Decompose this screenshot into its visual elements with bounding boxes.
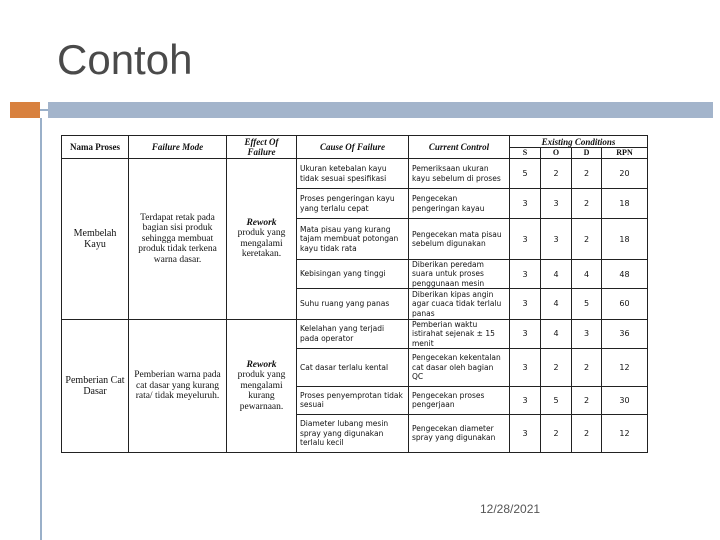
header-failure-mode: Failure Mode [129, 136, 227, 159]
s-cell: 5 [510, 159, 541, 189]
s-cell: 3 [510, 349, 541, 386]
s-cell: 3 [510, 289, 541, 319]
control-cell: Pengecekan pengeringan kayau [409, 189, 510, 219]
process-cell: Membelah Kayu [62, 159, 129, 320]
process-cell: Pemberian Cat Dasar [62, 319, 129, 452]
control-cell: Pengecekan kekentalan cat dasar oleh bagian QC [409, 349, 510, 386]
s-cell: 3 [510, 386, 541, 414]
cause-cell: Diameter lubang mesin spray yang digunakan terlalu kecil [297, 414, 409, 452]
d-cell: 2 [572, 414, 602, 452]
table-row [62, 319, 648, 349]
o-cell: 4 [541, 319, 572, 349]
accent-bar-blue [48, 102, 713, 118]
o-cell: 3 [541, 189, 572, 219]
rpn-cell: 12 [602, 414, 648, 452]
header-s: S [510, 148, 541, 159]
header-cause: Cause Of Failure [297, 136, 409, 159]
effect-cell [227, 159, 297, 320]
fmea-table [61, 135, 648, 453]
d-cell: 2 [572, 349, 602, 386]
control-cell: Pemberian waktu istirahat sejenak ± 15 menit [409, 319, 510, 349]
header-control: Current Control [409, 136, 510, 159]
d-cell: 3 [572, 319, 602, 349]
rpn-cell: 18 [602, 189, 648, 219]
cause-cell: Kelelahan yang terjadi pada operator [297, 319, 409, 349]
slide-date: 12/28/2021 [480, 502, 541, 516]
o-cell: 4 [541, 289, 572, 319]
d-cell: 2 [572, 219, 602, 259]
header-rpn: RPN [602, 148, 648, 159]
accent-bar-orange [10, 102, 40, 118]
s-cell: 3 [510, 319, 541, 349]
o-cell: 3 [541, 219, 572, 259]
o-cell: 2 [541, 414, 572, 452]
d-cell: 5 [572, 289, 602, 319]
control-cell: Pemeriksaan ukuran kayu sebelum di proses [409, 159, 510, 189]
failure-mode-cell: Terdapat retak pada bagian sisi produk sehingga membuat produk tidak terkena warna dasar. [129, 159, 227, 320]
o-cell: 4 [541, 259, 572, 289]
rpn-cell: 18 [602, 219, 648, 259]
d-cell: 2 [572, 386, 602, 414]
control-cell: Diberikan kipas angin agar cuaca tidak terlalu panas [409, 289, 510, 319]
rpn-cell: 20 [602, 159, 648, 189]
header-nama-proses: Nama Proses [62, 136, 129, 159]
effect-body: produk yang mengalami kurang pewarnaan. [237, 370, 286, 412]
o-cell: 2 [541, 349, 572, 386]
header-d: D [572, 148, 602, 159]
control-cell: Pengecekan proses pengerjaan [409, 386, 510, 414]
effect-body: produk yang mengalami keretakan. [237, 228, 286, 260]
rpn-cell: 36 [602, 319, 648, 349]
o-cell: 5 [541, 386, 572, 414]
s-cell: 3 [510, 259, 541, 289]
rpn-cell: 12 [602, 349, 648, 386]
rpn-cell: 60 [602, 289, 648, 319]
slide-title: Contoh [57, 36, 193, 83]
effect-title: Rework [246, 359, 277, 370]
rpn-cell: 48 [602, 259, 648, 289]
table-row [62, 159, 648, 189]
o-cell: 2 [541, 159, 572, 189]
header-existing-conditions: Existing Conditions [510, 136, 648, 148]
header-o: O [541, 148, 572, 159]
cause-cell: Ukuran ketebalan kayu tidak sesuai spesifikasi [297, 159, 409, 189]
fmea-table-container [61, 135, 647, 453]
d-cell: 4 [572, 259, 602, 289]
cause-cell: Proses pengeringan kayu yang terlalu cepat [297, 189, 409, 219]
cause-cell: Cat dasar terlalu kental [297, 349, 409, 386]
control-cell: Diberikan peredam suara untuk proses penggunaan mesin [409, 259, 510, 289]
effect-title: Rework [246, 217, 277, 228]
cause-cell: Mata pisau yang kurang tajam membuat potongan kayu tidak rata [297, 219, 409, 259]
effect-cell [227, 319, 297, 452]
control-cell: Pengecekan diameter spray yang digunakan [409, 414, 510, 452]
cause-cell: Proses penyemprotan tidak sesuai [297, 386, 409, 414]
failure-mode-cell: Pemberian warna pada cat dasar yang kurang rata/ tidak meyeluruh. [129, 319, 227, 452]
control-cell: Pengecekan mata pisau sebelum digunakan [409, 219, 510, 259]
s-cell: 3 [510, 414, 541, 452]
s-cell: 3 [510, 189, 541, 219]
s-cell: 3 [510, 219, 541, 259]
d-cell: 2 [572, 189, 602, 219]
d-cell: 2 [572, 159, 602, 189]
rpn-cell: 30 [602, 386, 648, 414]
cause-cell: Suhu ruang yang panas [297, 289, 409, 319]
header-effect: Effect Of Failure [227, 136, 297, 159]
cause-cell: Kebisingan yang tinggi [297, 259, 409, 289]
accent-connector [40, 109, 48, 111]
accent-vertical-line [40, 118, 42, 540]
